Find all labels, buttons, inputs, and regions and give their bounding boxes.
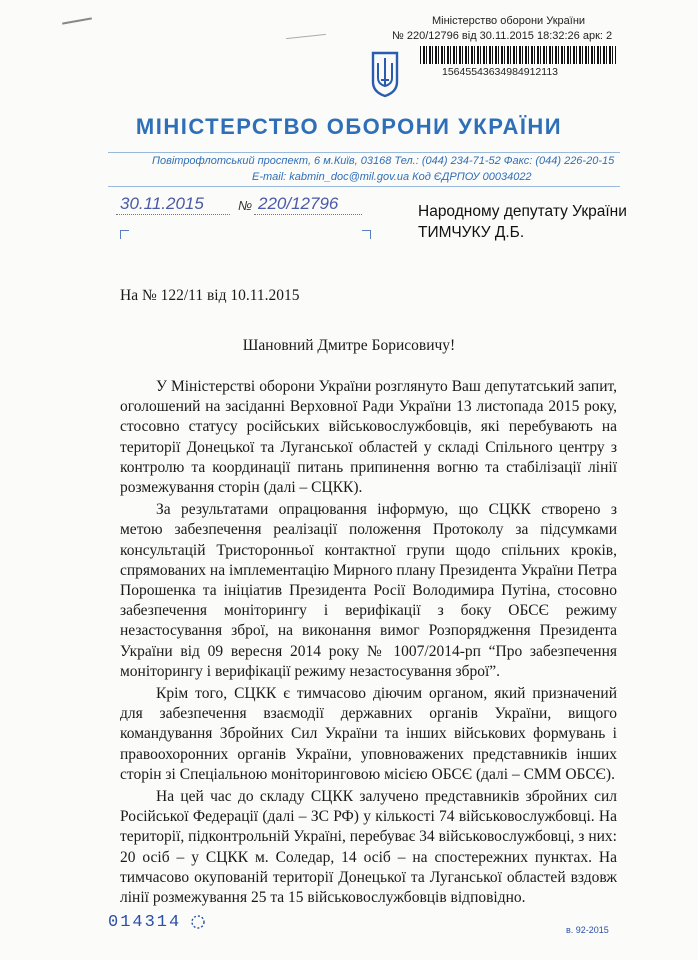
seal-mark-icon	[190, 914, 206, 930]
trident-emblem-icon	[370, 50, 400, 98]
scan-mark	[62, 17, 92, 24]
scan-mark	[286, 34, 326, 39]
ministry-contacts: E-mail: kabmin_doc@mil.gov.ua Код ЄДРПОУ 00034022	[252, 171, 532, 183]
registration-office: Міністерство оборони України	[432, 15, 586, 27]
form-code: в. 92-2015	[566, 925, 609, 935]
corner-mark	[362, 230, 371, 239]
outgoing-number-prefix: №	[238, 198, 253, 213]
outgoing-date: 30.11.2015	[120, 194, 204, 213]
ministry-name: МІНІСТЕРСТВО ОБОРОНИ УКРАЇНИ	[135, 114, 563, 139]
corner-mark	[120, 230, 129, 239]
paragraph: У Міністерстві оборони України розглянуто Ваш депутатський запит, оголошений на засіданні Верховної Ради України 13 листопада 2015 року, стосовно статусу російських військовослужбовців, які перебувають на території Донецької та Луганської областей у складі Спільного центру з контролю та координації питань припинення вогню та стабілізації лінії розмежування сторін (далі – СЦКК).	[120, 378, 617, 497]
ministry-address: Повітрофлотський проспект, 6 м.Київ, 03168 Тел.: (044) 234-71-52 Факс: (044) 226-20-15	[152, 155, 615, 167]
letter-body	[120, 377, 617, 908]
addressee-name: ТИМЧУКУ Д.Б.	[418, 224, 525, 241]
paragraph: За результатами опрацювання інформую, що СЦКК створено з метою забезпечення реалізації положення Протоколу за підсумками консультацій Тристоронньої контактної групи щодо спільних кроків, спрямованих на імплементацію Мирного плану Президента України Петра Порошенка та ініціатив Президента Росії Володимира Путіна, стосовно забезпечення моніторингу і верифікації з боку ОБСЄ режиму незастосування зброї, на виконання вимог Розпорядження Президента України від 09 вересня 2014 року № 1007/2014-рп “Про забезпечення моніторингу і верифікації режиму незастосування зброї”.	[120, 501, 617, 680]
outgoing-date-underline	[116, 214, 230, 215]
form-serial-number: 014314	[108, 913, 182, 932]
addressee-title: Народному депутату України	[418, 203, 627, 220]
paragraph: На цей час до складу СЦКК залучено представників збройних сил Російської Федерації (далі – ЗС РФ) у кількості 74 військовослужбовці. На території, підконтрольній Україні, перебуває 34 військовослужбовці, з них: 20 осіб – у СЦКК м. Соледар, 14 осіб – на спостережних пунктах. На тимчасово окупованій території Донецької та Луганської областей вздовж лінії розмежування 25 та 15 військовослужбовців відповідно.	[120, 788, 617, 907]
registration-number: № 220/12796 від 30.11.2015 18:32:26 арк: 2	[392, 30, 613, 42]
outgoing-number: 220/12796	[258, 194, 339, 213]
outgoing-number-underline	[254, 214, 362, 215]
barcode-icon	[420, 46, 616, 64]
header-divider	[108, 152, 620, 153]
paragraph: Крім того, СЦКК є тимчасово діючим органом, який призначений для забезпечення взаємодії державних органів України, вищого командування Збройних Сил України та інших військових формувань і правоохоронних органів України, уповноважених представників інших сторін зі Спеціальною моніторинговою місією ОБСЄ (далі – СММ ОБСЄ).	[120, 685, 617, 783]
salutation: Шановний Дмитре Борисовичу!	[242, 337, 456, 354]
barcode-number: 15645543634984912113	[442, 66, 559, 78]
header-divider	[108, 186, 620, 187]
reference-line: На № 122/11 від 10.11.2015	[120, 287, 300, 304]
